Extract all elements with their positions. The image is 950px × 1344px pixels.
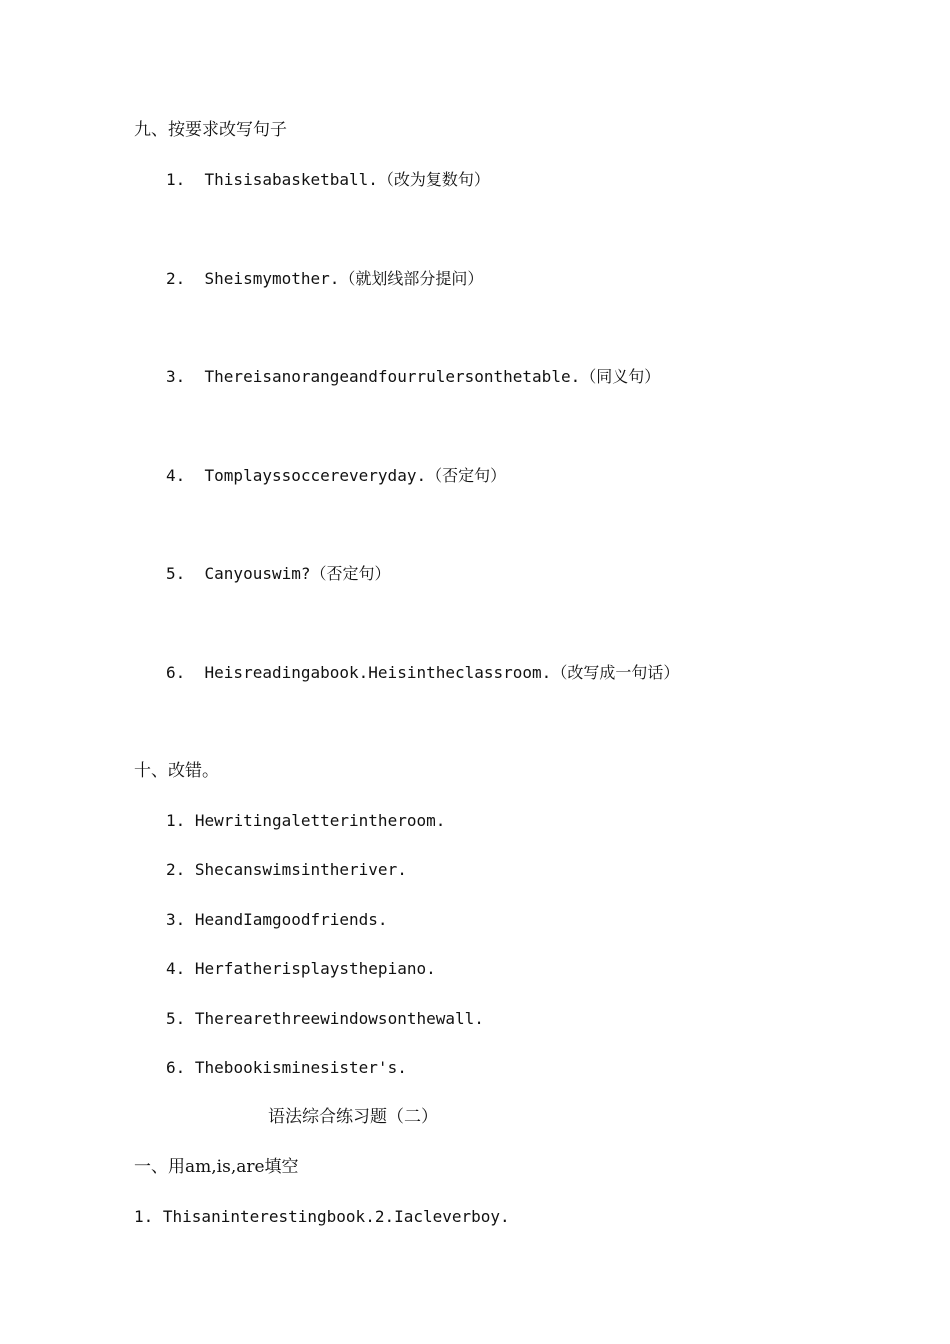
rewrite-item-6 bbox=[166, 662, 679, 684]
rewrite-item-4 bbox=[166, 465, 506, 487]
item-number: 6. bbox=[166, 1058, 186, 1077]
item-number: 1. bbox=[166, 811, 186, 830]
item-text: Thebookisminesister's. bbox=[194, 1058, 407, 1077]
item-text: Heisreadingabook.Heisintheclassroom.（改写成一句话） bbox=[204, 663, 680, 682]
item-number: 5. bbox=[166, 1009, 186, 1028]
item-text: Sheismymother.（就划线部分提问） bbox=[204, 269, 484, 288]
item-text: Canyouswim?（否定句） bbox=[204, 564, 391, 583]
item-text: Shecanswimsintheriver. bbox=[194, 860, 407, 879]
item-number: 2. bbox=[166, 860, 186, 879]
item-text: Hewritingaletterintheroom. bbox=[194, 811, 446, 830]
item-text: Tomplayssoccereveryday.（否定句） bbox=[204, 466, 507, 485]
rewrite-item-1 bbox=[166, 169, 490, 191]
rewrite-item-2 bbox=[166, 268, 483, 290]
item-number: 3. bbox=[166, 910, 186, 929]
correction-item-2 bbox=[166, 859, 407, 881]
section-1-heading: 一、用am,is,are填空 bbox=[134, 1157, 299, 1177]
item-number: 2. bbox=[166, 269, 186, 288]
item-text: Herfatherisplaysthepiano. bbox=[194, 959, 436, 978]
correction-item-5 bbox=[166, 1008, 484, 1030]
item-text: Thisisabasketball.（改为复数句） bbox=[204, 170, 490, 189]
item-number: 5. bbox=[166, 564, 186, 583]
correction-item-1 bbox=[166, 810, 445, 832]
item-number: 6. bbox=[166, 663, 186, 682]
correction-item-4 bbox=[166, 958, 436, 980]
section-9-heading: 九、按要求改写句子 bbox=[134, 120, 287, 140]
item-number: 1. bbox=[166, 170, 186, 189]
item-number: 3. bbox=[166, 367, 186, 386]
item-text: HeandIamgoodfriends. bbox=[194, 910, 388, 929]
section-10-heading: 十、改错。 bbox=[134, 761, 219, 781]
item-number: 4. bbox=[166, 959, 186, 978]
correction-item-6 bbox=[166, 1057, 407, 1079]
item-text: Thereisanorangeandfourrulersonthetable.（同义句） bbox=[204, 367, 661, 386]
rewrite-item-5 bbox=[166, 563, 391, 585]
rewrite-item-3 bbox=[166, 366, 660, 388]
exercise-title: 语法综合练习题（二） bbox=[268, 1107, 438, 1127]
correction-item-3 bbox=[166, 909, 388, 931]
item-text: Therearethreewindowsonthewall. bbox=[194, 1009, 484, 1028]
fill-in-line-1: 1. Thisaninterestingbook.2.Iacleverboy. bbox=[134, 1207, 510, 1226]
item-number: 4. bbox=[166, 466, 186, 485]
